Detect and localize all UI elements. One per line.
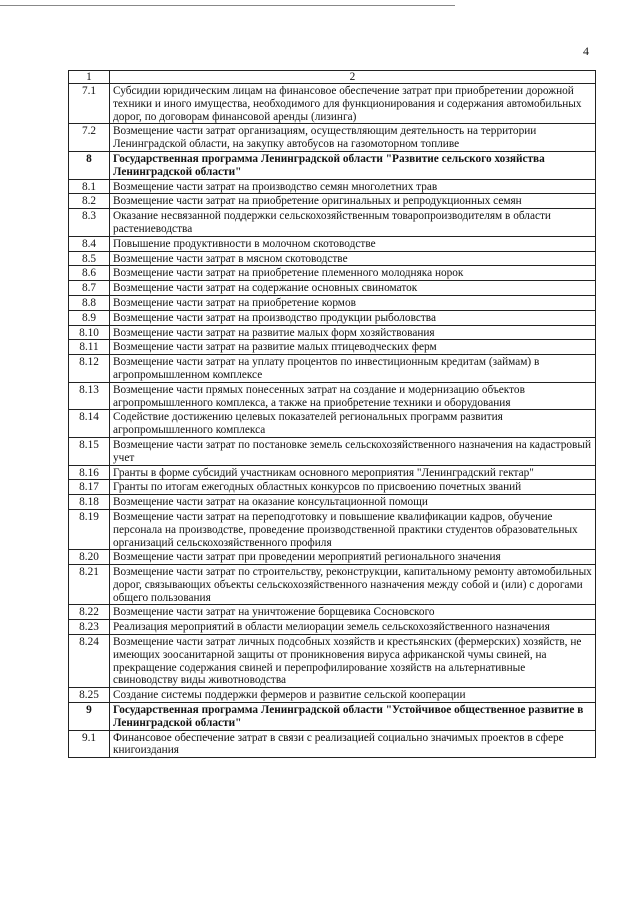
table-row [69, 310, 596, 325]
row-number: 8.20 [69, 550, 110, 565]
row-number: 8.11 [69, 340, 110, 355]
row-text: Возмещение части затрат на развитие малых птицеводческих ферм [110, 340, 596, 355]
row-text: Оказание несвязанной поддержки сельскохозяйственным товаропроизводителям в области растениеводства [110, 209, 596, 237]
row-number: 8.5 [69, 251, 110, 266]
table-row [69, 620, 596, 635]
row-text: Возмещение части затрат на приобретение племенного молодняка норок [110, 266, 596, 281]
table-row [69, 565, 596, 605]
row-text: Возмещение части затрат на производство продукции рыболовства [110, 310, 596, 325]
row-text: Гранты по итогам ежегодных областных конкурсов по присвоению почетных званий [110, 480, 596, 495]
row-text: Возмещение части затрат по постановке земель сельскохозяйственного назначения на кадастровый учет [110, 437, 596, 465]
row-text: Реализация мероприятий в области мелиорации земель сельскохозяйственного назначения [110, 620, 596, 635]
row-text: Возмещение части затрат на производство семян многолетних трав [110, 179, 596, 194]
row-text: Возмещение части затрат на уничтожение борщевика Сосновского [110, 605, 596, 620]
row-text: Возмещение части затрат на приобретение кормов [110, 295, 596, 310]
row-number: 8.8 [69, 295, 110, 310]
table-row [69, 410, 596, 438]
row-number: 8.7 [69, 281, 110, 296]
subsidies-table [68, 70, 596, 758]
table-row [69, 730, 596, 758]
row-number: 8.16 [69, 465, 110, 480]
row-number: 8.2 [69, 194, 110, 209]
row-number: 8.10 [69, 325, 110, 340]
table-row [69, 124, 596, 152]
row-text: Возмещение части затрат организациям, осуществляющим деятельность на территории Ленинградской области, на закупку автобусов на газомоторном топливе [110, 124, 596, 152]
table-row [69, 688, 596, 703]
row-number: 9 [69, 703, 110, 731]
table-row [69, 209, 596, 237]
table-row [69, 605, 596, 620]
table-body [69, 71, 596, 758]
table-row [69, 236, 596, 251]
table-row [69, 84, 596, 124]
row-number: 8.25 [69, 688, 110, 703]
row-text: Государственная программа Ленинградской области "Развитие сельского хозяйства Ленинградской области" [110, 151, 596, 179]
row-number: 9.1 [69, 730, 110, 758]
program-row [69, 703, 596, 731]
row-text: Создание системы поддержки фермеров и развитие сельской кооперации [110, 688, 596, 703]
row-number: 8.19 [69, 509, 110, 549]
row-text: Финансовое обеспечение затрат в связи с реализацией социально значимых проектов в сфере книгоиздания [110, 730, 596, 758]
table-row [69, 437, 596, 465]
row-text: Государственная программа Ленинградской области "Устойчивое общественное развитие в Ленинградской области" [110, 703, 596, 731]
row-text: Возмещение части затрат на развитие малых форм хозяйствования [110, 325, 596, 340]
row-text: Возмещение части затрат при проведении мероприятий регионального значения [110, 550, 596, 565]
row-number: 8.18 [69, 495, 110, 510]
row-text: Возмещение части затрат личных подсобных хозяйств и крестьянских (фермерских) хозяйств, не имеющих зоосанитарной защиты от проникновения вируса африканской чумы свиней, на прекращение содержания свиней и перепрофилирование хозяйств на альтернативные свиноводству виды животноводства [110, 635, 596, 688]
row-number: 8.9 [69, 310, 110, 325]
row-text: Возмещение части затрат на содержание основных свиноматок [110, 281, 596, 296]
table-row [69, 480, 596, 495]
row-number: 8.3 [69, 209, 110, 237]
table-row [69, 325, 596, 340]
row-text: Содействие достижению целевых показателей региональных программ развития агропромышленного комплекса [110, 410, 596, 438]
row-number: 8.12 [69, 355, 110, 383]
page-number: 4 [583, 44, 589, 58]
table-row [69, 495, 596, 510]
header-col-1: 1 [69, 71, 110, 84]
row-number: 8.21 [69, 565, 110, 605]
row-text: Возмещение части затрат на оказание консультационной помощи [110, 495, 596, 510]
row-number: 8.1 [69, 179, 110, 194]
row-number: 8 [69, 151, 110, 179]
table-row [69, 281, 596, 296]
row-text: Субсидии юридическим лицам на финансовое обеспечение затрат при приобретении дорожной техники и иного имущества, необходимого для функционирования и содержания автомобильных дорог, по договорам финансовой аренды (лизинга) [110, 84, 596, 124]
row-text: Возмещение части затрат на переподготовку и повышение квалификации кадров, обучение персонала на производстве, проведение производственной практики студентов образовательных организаций сельскохозяйственного профиля [110, 509, 596, 549]
row-text: Возмещение части затрат в мясном скотоводстве [110, 251, 596, 266]
table-row [69, 355, 596, 383]
row-number: 8.15 [69, 437, 110, 465]
row-number: 8.24 [69, 635, 110, 688]
row-number: 8.14 [69, 410, 110, 438]
top-rule [0, 5, 455, 6]
table-row [69, 465, 596, 480]
row-number: 7.2 [69, 124, 110, 152]
table-row [69, 509, 596, 549]
row-number: 8.17 [69, 480, 110, 495]
row-number: 8.13 [69, 382, 110, 410]
row-text: Гранты в форме субсидий участникам основного мероприятия "Ленинградский гектар" [110, 465, 596, 480]
row-number: 8.6 [69, 266, 110, 281]
header-col-2: 2 [110, 71, 596, 84]
table-row [69, 295, 596, 310]
row-number: 8.4 [69, 236, 110, 251]
program-row [69, 151, 596, 179]
table-row [69, 382, 596, 410]
table-row [69, 340, 596, 355]
row-text: Возмещение части затрат на приобретение оригинальных и репродукционных семян [110, 194, 596, 209]
table-row [69, 194, 596, 209]
row-text: Возмещение части прямых понесенных затрат на создание и модернизацию объектов агропромышленного комплекса, а также на приобретение техники и оборудования [110, 382, 596, 410]
row-text: Возмещение части затрат по строительству, реконструкции, капитальному ремонту автомобильных дорог, связывающих объекты сельскохозяйственного назначения между собой и (или) с дорогами общего пользования [110, 565, 596, 605]
table-row [69, 550, 596, 565]
table-header-row [69, 71, 596, 84]
table-row [69, 266, 596, 281]
row-text: Возмещение части затрат на уплату процентов по инвестиционным кредитам (займам) в агропромышленном комплексе [110, 355, 596, 383]
row-text: Повышение продуктивности в молочном скотоводстве [110, 236, 596, 251]
row-number: 8.22 [69, 605, 110, 620]
table-row [69, 635, 596, 688]
row-number: 8.23 [69, 620, 110, 635]
table-row [69, 251, 596, 266]
row-number: 7.1 [69, 84, 110, 124]
table-row [69, 179, 596, 194]
